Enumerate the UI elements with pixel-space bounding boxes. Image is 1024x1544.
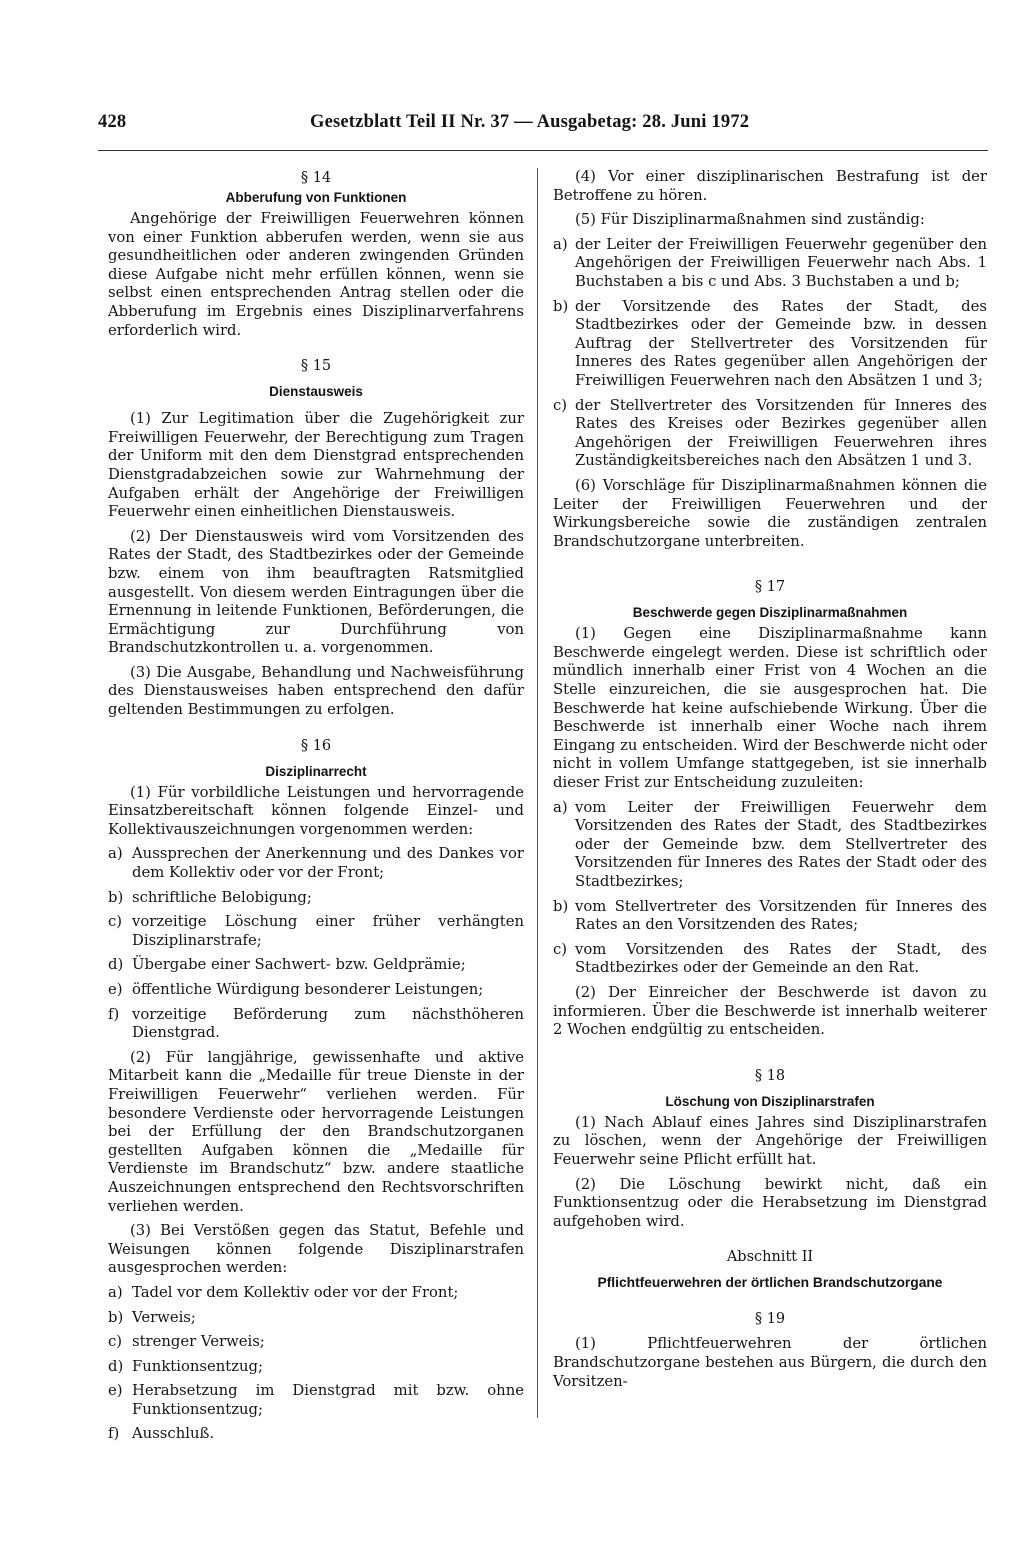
section-title: Löschung von Disziplinarstrafen bbox=[665, 1093, 875, 1109]
paragraph: Angehörige der Freiwilligen Feuerwehren können von einer Funktion abberufen werden, wenn sie aus gesundheitlichen oder anderen zwingenden Gründen diese Aufgabe nicht mehr erfüllen können, wenn sie selbst einen entsprechenden Antrag stellen oder die Abberufung im Ergebnis eines Disziplinarverfahrens erforderlich wird. bbox=[108, 210, 524, 339]
list-text: vorzeitige Beförderung zum nächsthöheren Dienstgrad. bbox=[132, 1005, 524, 1042]
list-label: a) bbox=[108, 845, 123, 863]
list-item bbox=[108, 913, 524, 950]
paragraph: (1) Gegen eine Disziplinarmaßnahme kann Beschwerde eingelegt werden. Diese ist schriftlich oder mündlich innerhalb einer Frist von 4 Wochen an die Stelle einzureichen, die sie ausgesprochen hat. Die Beschwerde hat keine aufschiebende Wirkung. Über die Beschwerde ist innerhalb einer Woche nach ihrem Eingang zu entscheiden. Wird der Beschwerde nicht oder nicht in vollem Umfange stattgegeben, ist sie innerhalb dieser Frist zur Entscheidung zuzuleiten: bbox=[553, 625, 987, 792]
list-label: a) bbox=[553, 235, 568, 253]
part-title: Pflichtfeuerwehren der örtlichen Brandschutzorgane bbox=[597, 1275, 943, 1291]
part-heading: Abschnitt II bbox=[726, 1249, 814, 1266]
list-label: e) bbox=[108, 981, 123, 998]
list-item bbox=[553, 799, 987, 892]
list-item bbox=[108, 956, 524, 975]
list-item bbox=[108, 845, 524, 882]
list-label: a) bbox=[553, 798, 568, 816]
section-number: § 14 bbox=[300, 170, 332, 186]
section-number: § 16 bbox=[300, 737, 332, 754]
column-divider bbox=[537, 168, 538, 1418]
list-label: b) bbox=[553, 897, 569, 915]
section-title: Disziplinarrecht bbox=[265, 763, 367, 779]
list-item bbox=[108, 1425, 524, 1444]
section-title: Beschwerde gegen Disziplinarmaßnahmen bbox=[632, 605, 908, 621]
right-column bbox=[553, 168, 987, 1391]
list-label: d) bbox=[108, 956, 124, 974]
list-item bbox=[108, 889, 524, 908]
publication-title: Gesetzblatt Teil II Nr. 37 — Ausgabetag: 28. Juni 1972 bbox=[310, 112, 750, 132]
list-text: Funktionsentzug; bbox=[132, 1357, 264, 1375]
section-title: Abberufung von Funktionen bbox=[225, 190, 407, 205]
paragraph: (2) Der Dienstausweis wird vom Vorsitzenden des Rates der Stadt, des Stadtbezirkes oder der Gemeinde bzw. einem von ihm beauftragten Ratsmitglied ausgestellt. Von diesem werden Eintragungen über die Ernennung in leitende Funktionen, Beförderungen, die Ermächtigung zur Durchführung von Brandschutzkontrollen u. a. vorgenommen. bbox=[108, 527, 524, 657]
list-text: der Vorsitzende des Rates der Stadt, des Stadtbezirkes oder der Gemeinde bzw. in dessen Auftrag der Stellvertreter des Vorsitzenden für Inneres des Rates gegenüber allen Angehörigen der Freiwilligen Feuerwehren nach den Absätzen 1 und 3; bbox=[575, 297, 987, 389]
paragraph: (3) Die Ausgabe, Behandlung und Nachweisführung des Dienstausweises haben entsprechend den dafür geltenden Bestimmungen zu erfolgen. bbox=[108, 663, 524, 719]
list-text: Übergabe einer Sachwert- bzw. Geldprämie; bbox=[132, 956, 466, 974]
list-text: der Leiter der Freiwilligen Feuerwehr gegenüber den Angehörigen der Freiwilligen Feuerwehr nach Abs. 1 Buchstaben a bis c und Abs. 3 Buchstaben a und b; bbox=[575, 235, 987, 290]
paragraph: (5) Für Disziplinarmaßnahmen sind zuständig: bbox=[575, 211, 925, 229]
list-text: Tadel vor dem Kollektiv oder vor der Front; bbox=[132, 1283, 459, 1301]
list-label: e) bbox=[108, 1382, 123, 1400]
list-item bbox=[108, 1382, 524, 1419]
list-text: vom Stellvertreter des Vorsitzenden für Inneres des Rates an den Vorsitzenden des Rates; bbox=[575, 897, 987, 934]
paragraph: (1) Pflichtfeuerwehren der örtlichen Brandschutzorgane bestehen aus Bürgern, die durch den Vorsitzen- bbox=[553, 1335, 987, 1390]
list-item bbox=[108, 1309, 524, 1328]
section-title: Dienstausweis bbox=[269, 384, 363, 400]
page-number: 428 bbox=[98, 112, 127, 132]
section-number: § 18 bbox=[754, 1067, 786, 1084]
list-label: b) bbox=[553, 297, 569, 315]
list-item bbox=[553, 397, 987, 471]
list-item bbox=[108, 1358, 524, 1377]
paragraph: (6) Vorschläge für Disziplinarmaßnahmen können die Leiter der Freiwilligen Feuerwehren und der Wirkungsbereiche sowie die zuständigen zentralen Brandschutzorgane unterbreiten. bbox=[553, 476, 987, 550]
list-text: Ausschluß. bbox=[132, 1425, 215, 1443]
list-label: f) bbox=[108, 1425, 120, 1443]
list-item bbox=[553, 236, 987, 292]
list-label: c) bbox=[108, 1333, 123, 1351]
section-number: § 19 bbox=[754, 1311, 786, 1328]
list-label: b) bbox=[108, 1308, 124, 1326]
list-text: öffentliche Würdigung besonderer Leistungen; bbox=[132, 981, 484, 998]
section-number: § 15 bbox=[300, 358, 332, 375]
list-item bbox=[553, 898, 987, 935]
list-item bbox=[108, 1006, 524, 1043]
list-label: c) bbox=[553, 396, 568, 414]
paragraph: (1) Zur Legitimation über die Zugehörigkeit zur Freiwilligen Feuerwehr, der Berechtigung zum Tragen der Uniform mit den dem Dienstgrad entsprechenden Dienstgradabzeichen sowie zur Wahrnehmung der Aufgaben erhält der Angehörige der Freiwilligen Feuerwehr einen einheitlichen Dienstausweis. bbox=[108, 410, 524, 521]
list-text: strenger Verweis; bbox=[132, 1333, 265, 1351]
paragraph: (3) Bei Verstößen gegen das Statut, Befehle und Weisungen können folgende Disziplinarstrafen ausgesprochen werden: bbox=[108, 1222, 524, 1277]
list-item bbox=[108, 1333, 524, 1352]
paragraph: (2) Die Löschung bewirkt nicht, daß ein Funktionsentzug oder die Herabsetzung im Dienstgrad aufgehoben wird. bbox=[553, 1175, 987, 1230]
list-label: d) bbox=[108, 1357, 124, 1375]
section-number: § 17 bbox=[754, 579, 786, 596]
list-label: c) bbox=[553, 940, 568, 958]
page-header bbox=[98, 112, 978, 142]
list-text: vom Leiter der Freiwilligen Feuerwehr dem Vorsitzenden des Rates der Stadt, des Stadtbezirkes oder der Gemeinde bzw. dem Stellvertreter des Vorsitzenden für Inneres des Rates der Stadt oder des Stadtbezirkes; bbox=[575, 798, 987, 890]
left-column bbox=[108, 168, 524, 1444]
list-label: c) bbox=[108, 913, 123, 931]
paragraph: (1) Nach Ablauf eines Jahres sind Disziplinarstrafen zu löschen, wenn der Angehörige der Freiwilligen Feuerwehr seine Pflicht erfüllt hat. bbox=[553, 1113, 987, 1168]
paragraph: (1) Für vorbildliche Leistungen und hervorragende Einsatzbereitschaft können folgende Einzel- und Kollektivauszeichnungen vorgenommen werden: bbox=[108, 783, 524, 838]
list-text: Herabsetzung im Dienstgrad mit bzw. ohne Funktionsentzug; bbox=[132, 1382, 524, 1418]
list-label: b) bbox=[108, 888, 124, 906]
list-text: vom Vorsitzenden des Rates der Stadt, des Stadtbezirkes oder der Gemeinde an den Rat. bbox=[575, 940, 987, 977]
list-item bbox=[108, 981, 524, 1000]
list-item bbox=[553, 298, 987, 391]
header-rule bbox=[98, 150, 988, 151]
list-text: Verweis; bbox=[132, 1308, 196, 1326]
list-label: f) bbox=[108, 1005, 120, 1023]
list-text: der Stellvertreter des Vorsitzenden für Inneres des Rates des Kreises oder Bezirkes gegenüber allen Angehörigen der Freiwilligen Feuerwehren ihres Zuständigkeitsbereiches nach den Absätzen 1 und 3. bbox=[575, 396, 987, 470]
list-item bbox=[553, 941, 987, 978]
paragraph: (2) Der Einreicher der Beschwerde ist davon zu informieren. Über die Beschwerde ist innerhalb weiterer 2 Wochen endgültig zu entscheiden. bbox=[553, 983, 987, 1039]
list-text: Aussprechen der Anerkennung und des Dankes vor dem Kollektiv oder vor der Front; bbox=[132, 845, 524, 882]
paragraph: (2) Für langjährige, gewissenhafte und aktive Mitarbeit kann die „Medaille für treue Dienste in der Freiwilligen Feuerwehr“ verliehen werden. Für besondere Verdienste oder hervorragende Leistungen bei der Erfüllung der den Brandschutzorganen gestellten Aufgaben können die „Medaille für Verdienste im Brandschutz“ bzw. andere staatliche Auszeichnungen entsprechend den Rechtsvorschriften verliehen werden. bbox=[108, 1048, 524, 1215]
list-label: a) bbox=[108, 1283, 123, 1301]
list-text: schriftliche Belobigung; bbox=[132, 888, 312, 906]
list-text: vorzeitige Löschung einer früher verhängten Disziplinarstrafe; bbox=[132, 913, 524, 949]
list-item bbox=[108, 1284, 524, 1303]
paragraph: (4) Vor einer disziplinarischen Bestrafung ist der Betroffene zu hören. bbox=[553, 168, 987, 204]
